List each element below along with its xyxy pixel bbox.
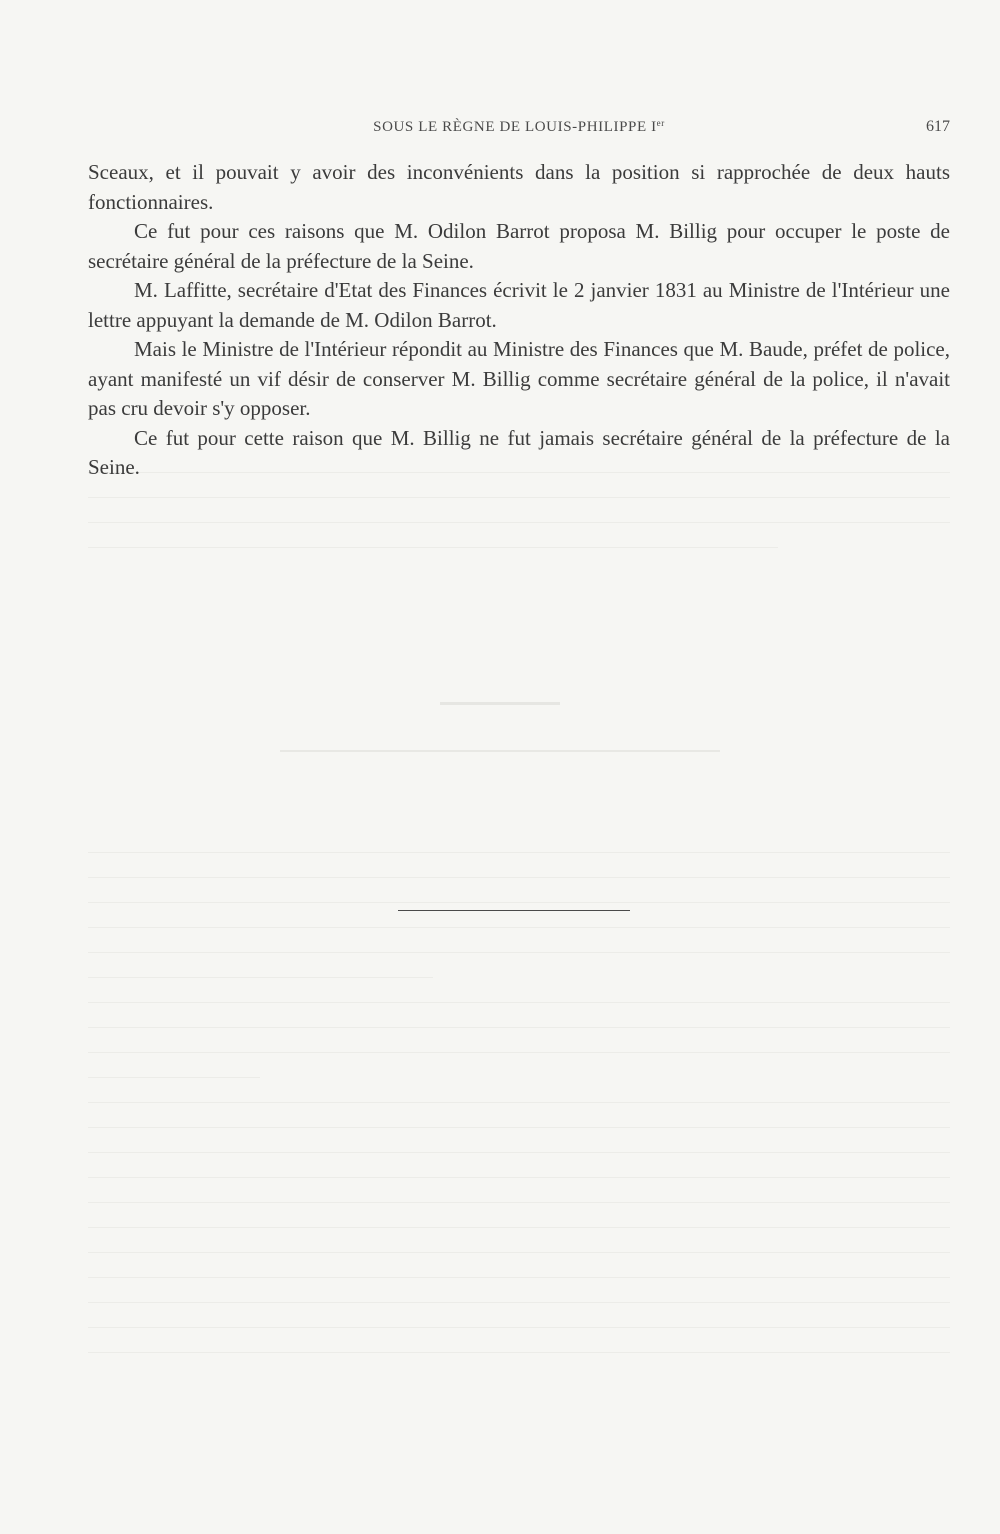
paragraph-3: M. Laffitte, secrétaire d'Etat des Finances écrivit le 2 janvier 1831 au Ministre de l'Intérieur une lettre appuyant la demande de M. Odilon Barrot.: [88, 278, 950, 332]
paragraph-1: Sceaux, et il pouvait y avoir des inconvénients dans la position si rapprochée de deux hauts fonctionnaires.: [88, 160, 950, 214]
running-title: [88, 118, 950, 136]
section-divider-rule: [398, 910, 630, 911]
body-text: [88, 158, 950, 483]
show-through-subheading: [220, 738, 780, 758]
page-header: [88, 118, 950, 142]
running-title-superscript: er: [656, 118, 665, 128]
page-number: 617: [926, 118, 950, 135]
show-through-block-2: [88, 830, 950, 1390]
paragraph-2: Ce fut pour ces raisons que M. Odilon Barrot proposa M. Billig pour occuper le poste de secrétaire général de la préfecture de la Seine.: [88, 219, 950, 273]
paragraph-5: Ce fut pour cette raison que M. Billig ne fut jamais secrétaire général de la préfecture de la Seine.: [88, 425, 950, 479]
show-through-heading: [220, 672, 780, 712]
paragraph-4: Mais le Ministre de l'Intérieur répondit au Ministre des Finances que M. Baude, préfet de police, ayant manifesté un vif désir de conserver M. Billig comme secrétaire général de la police, il n'avait pas cru devoir s'y opposer.: [88, 337, 950, 420]
running-title-text: SOUS LE RÈGNE DE LOUIS-PHILIPPE I: [373, 119, 657, 135]
